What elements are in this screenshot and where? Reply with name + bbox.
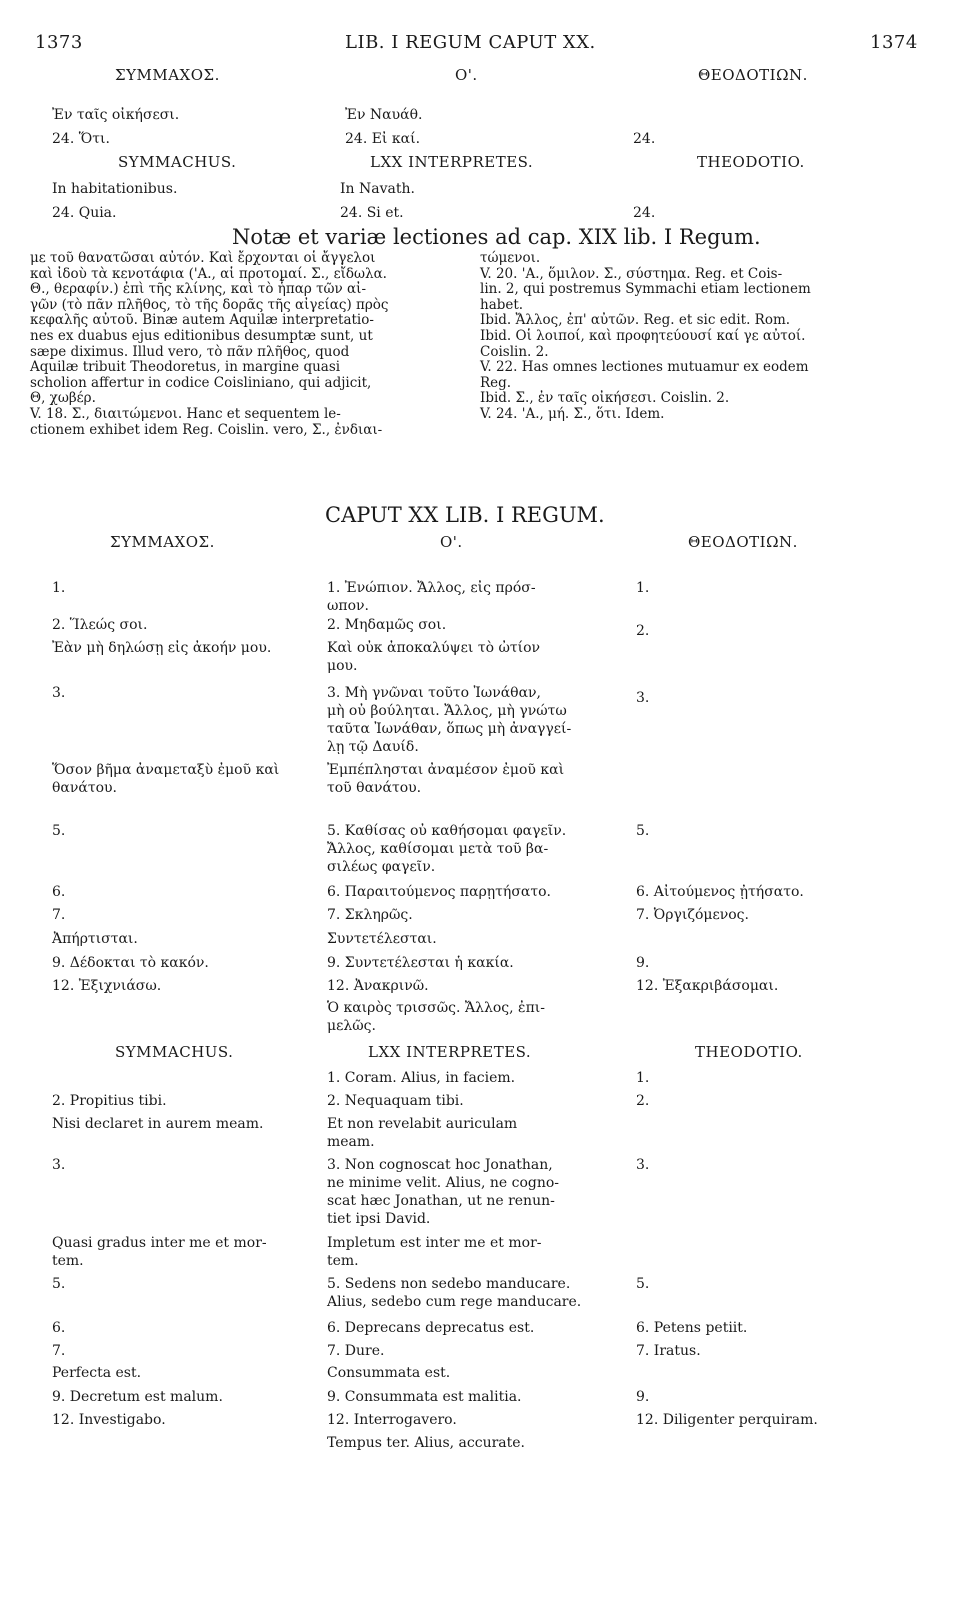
notes-right-line: V. 22. Has omnes lectiones mutuamur ex eodem — [480, 359, 809, 376]
chapter-sym-line: Nisi declaret in aurem meam. — [52, 1116, 264, 1132]
notes-right-line: habet. — [480, 296, 524, 313]
chapter-lxx-line: Ἐμπέπλησται ἀναμέσον ἐμοῦ καὶ — [327, 762, 565, 778]
chapter-lxx-line: Συντετέλεσται. — [327, 931, 437, 947]
chapter-lxx-line: 6. Deprecans deprecatus est. — [327, 1320, 535, 1336]
chapter-lxx-line: Tempus ter. Alius, accurate. — [327, 1435, 526, 1451]
chapter-lxx-line: ωπον. — [327, 598, 370, 614]
chapter-lxx-line: μου. — [327, 658, 358, 674]
chapter-lxx-line: 9. Συντετέλεσται ἡ κακία. — [327, 955, 514, 971]
chapter-lxx-line: Consummata est. — [327, 1365, 451, 1381]
chapter-sym-line: Ὅσον βῆμα ἀναμεταξὺ ἐμοῦ καὶ — [52, 762, 280, 778]
chapter-head-theodotion-latin: THEODOTIO. — [695, 1043, 803, 1061]
notes-left-line: ctionem exhibet idem Reg. Coislin. vero, Σ., ἐνδιαι- — [30, 421, 383, 438]
notes-right-line: lin. 2, qui postremus Symmachi etiam lectionem — [480, 281, 811, 298]
chapter-lxx-line: ταῦτα Ἰωνάθαν, ὅπως μὴ ἀναγγεί- — [327, 721, 572, 737]
chapter-sym-line: 7. — [52, 907, 66, 923]
chapter-title: CAPUT XX LIB. I REGUM. — [325, 503, 605, 527]
chapter-the-line: 1. — [636, 580, 650, 596]
chapter-lxx-line: μελῶς. — [327, 1018, 376, 1034]
top-latin-row-2-sym: 24. Quia. — [52, 205, 117, 221]
chapter-sym-line: 2. Propitius tibi. — [52, 1093, 167, 1109]
column-head-symmachus-latin: SYMMACHUS. — [118, 153, 237, 171]
chapter-sym-line: 6. — [52, 884, 66, 900]
notes-left-column — [30, 251, 475, 438]
chapter-sym-line: Ἀπήρτισται. — [52, 931, 138, 947]
column-head-theodotion-greek: ΘΕΟΔΟΤΙΩΝ. — [698, 66, 808, 84]
chapter-sym-line: 9. Δέδοκται τὸ κακόν. — [52, 955, 209, 971]
top-greek-row-2-lxx: 24. Εἰ καί. — [345, 131, 421, 147]
chapter-lxx-line: 12. Interrogavero. — [327, 1412, 457, 1428]
chapter-the-line: 5. — [636, 1276, 650, 1292]
chapter-sym-line: 6. — [52, 1320, 66, 1336]
chapter-sym-line: 3. — [52, 685, 66, 701]
chapter-lxx-line: 7. Σκληρῶς. — [327, 907, 413, 923]
notes-right-line: Ibid. Ἄλλος, ἐπ' αὐτῶν. Reg. et sic edit. Rom. — [480, 312, 791, 329]
chapter-the-line: 2. — [636, 1093, 650, 1109]
chapter-sym-line: 12. Ἐξιχνιάσω. — [52, 978, 162, 994]
chapter-the-line: 7. Iratus. — [636, 1343, 701, 1359]
top-greek-row-2-sym: 24. Ὅτι. — [52, 131, 110, 147]
notes-right-line: Coislin. 2. — [480, 343, 549, 360]
notes-right-line: Reg. — [480, 374, 512, 391]
notes-left-line: με τοῦ θανατῶσαι αὐτόν. Καὶ ἔρχονται οἱ ἄγγελοι — [30, 250, 376, 266]
chapter-lxx-line: 6. Παραιτούμενος παρῃτήσατο. — [327, 884, 551, 900]
chapter-the-line: 12. Ἐξακριβάσομαι. — [636, 978, 779, 994]
notes-right-column — [480, 251, 930, 423]
top-greek-row-1-sym: Ἐν ταῖς οἰκήσεσι. — [52, 107, 180, 123]
top-latin-row-2-lxx: 24. Si et. — [340, 205, 404, 221]
chapter-the-line: 2. — [636, 623, 650, 639]
page-number-left: 1373 — [35, 32, 83, 53]
chapter-the-line: 7. Ὀργιζόμενος. — [636, 907, 749, 923]
notes-left-line: κεφαλῆς αὐτοῦ. Binæ autem Aquilæ interpretatio- — [30, 312, 374, 329]
notes-right-line: V. 20. 'Α., ὅμιλον. Σ., σύστημα. Reg. et Cois- — [480, 265, 783, 282]
notes-left-line: Aquilæ tribuit Theodoretus, in margine quasi — [30, 359, 341, 376]
chapter-sym-line: 12. Investigabo. — [52, 1412, 166, 1428]
chapter-the-line: 1. — [636, 1070, 650, 1086]
chapter-sym-line: 5. — [52, 823, 66, 839]
chapter-lxx-line: σιλέως φαγεῖν. — [327, 859, 436, 875]
chapter-lxx-line: μὴ οὐ βούληται. Ἄλλος, μὴ γνώτω — [327, 703, 567, 719]
chapter-sym-line: 1. — [52, 580, 66, 596]
chapter-lxx-line: Alius, sedebo cum rege manducare. — [327, 1294, 582, 1310]
chapter-lxx-line: 3. Non cognoscat hoc Jonathan, — [327, 1157, 553, 1173]
chapter-sym-line: Perfecta est. — [52, 1365, 142, 1381]
column-head-symmachus-greek: ΣΥΜΜΑΧΟΣ. — [115, 66, 220, 84]
chapter-lxx-line: λῃ τῷ Δαυίδ. — [327, 739, 419, 755]
chapter-head-lxx-greek: Ο'. — [440, 533, 463, 551]
chapter-the-line: 3. — [636, 1157, 650, 1173]
chapter-lxx-line: 9. Consummata est malitia. — [327, 1389, 522, 1405]
chapter-sym-line: Ἐὰν μὴ δηλώσῃ εἰς ἀκοήν μου. — [52, 640, 272, 656]
notes-right-line: Ibid. Οἱ λοιποί, καὶ προφητεύουσί καί γε αὐτοί. — [480, 327, 806, 344]
chapter-the-line: 12. Diligenter perquiram. — [636, 1412, 818, 1428]
chapter-head-theodotion-greek: ΘΕΟΔΟΤΙΩΝ. — [688, 533, 798, 551]
chapter-head-symmachus-greek: ΣΥΜΜΑΧΟΣ. — [110, 533, 215, 551]
notes-left-line: sæpe diximus. Illud vero, τὸ πᾶν πλῆθος, quod — [30, 343, 350, 360]
chapter-sym-line: tem. — [52, 1253, 84, 1269]
chapter-sym-line: 2. Ἵλεώς σοι. — [52, 617, 148, 633]
chapter-the-line: 6. Αἰτούμενος ᾐτήσατο. — [636, 884, 804, 900]
notes-right-line: τώμενοι. — [480, 250, 541, 266]
chapter-head-symmachus-latin: SYMMACHUS. — [115, 1043, 234, 1061]
notes-left-line: scholion affertur in codice Coisliniano, qui adjicit, — [30, 374, 372, 391]
chapter-lxx-line: Impletum est inter me et mor- — [327, 1235, 542, 1251]
chapter-lxx-line: 1. Coram. Alius, in faciem. — [327, 1070, 516, 1086]
chapter-sym-line: 5. — [52, 1276, 66, 1292]
notes-right-line: Ibid. Σ., ἐν ταῖς οἰκήσεσι. Coislin. 2. — [480, 390, 730, 407]
top-greek-row-2-the: 24. — [633, 131, 656, 147]
chapter-head-lxx-latin: LXX INTERPRETES. — [368, 1043, 532, 1061]
chapter-lxx-line: 7. Dure. — [327, 1343, 385, 1359]
chapter-sym-line: Quasi gradus inter me et mor- — [52, 1235, 267, 1251]
notes-left-line: Θ, χωβέρ. — [30, 390, 96, 407]
chapter-the-line: 6. Petens petiit. — [636, 1320, 748, 1336]
chapter-sym-line: θανάτου. — [52, 780, 117, 796]
chapter-lxx-line: scat hæc Jonathan, ut ne renun- — [327, 1193, 555, 1209]
notes-left-line: V. 18. Σ., διαιτώμενοι. Hanc et sequentem le- — [30, 405, 341, 422]
chapter-lxx-line: τοῦ θανάτου. — [327, 780, 422, 796]
chapter-lxx-line: Ἄλλος, καθίσομαι μετὰ τοῦ βα- — [327, 841, 549, 857]
chapter-the-line: 9. — [636, 955, 650, 971]
chapter-lxx-line: tem. — [327, 1253, 359, 1269]
notes-left-line: nes ex duabus ejus editionibus desumptæ sunt, ut — [30, 327, 373, 344]
column-head-lxx-latin: LXX INTERPRETES. — [370, 153, 534, 171]
notes-right-line: V. 24. 'Α., μή. Σ., ὅτι. Idem. — [480, 405, 665, 422]
notes-title: Notæ et variæ lectiones ad cap. XIX lib. I Regum. — [232, 225, 761, 249]
chapter-lxx-line: Et non revelabit auriculam — [327, 1116, 518, 1132]
chapter-lxx-line: 1. Ἐνώπιον. Ἄλλος, εἰς πρόσ- — [327, 580, 536, 596]
top-latin-row-2-the: 24. — [633, 205, 656, 221]
chapter-lxx-line: 5. Καθίσας οὐ καθήσομαι φαγεῖν. — [327, 823, 567, 839]
top-latin-row-1-sym: In habitationibus. — [52, 181, 178, 197]
chapter-sym-line: 9. Decretum est malum. — [52, 1389, 223, 1405]
chapter-the-line: 3. — [636, 690, 650, 706]
top-latin-row-1-lxx: In Navath. — [340, 181, 415, 197]
chapter-sym-line: 7. — [52, 1343, 66, 1359]
column-head-theodotion-latin: THEODOTIO. — [697, 153, 805, 171]
notes-left-line: καὶ ἰδοὺ τὰ κενοτάφια ('Α., αἱ προτομαί. Σ., εἴδωλα. — [30, 265, 387, 282]
chapter-lxx-line: Ὁ καιρὸς τρισσῶς. Ἄλλος, ἐπι- — [327, 1000, 545, 1016]
column-head-lxx-greek: Ο'. — [455, 66, 478, 84]
chapter-lxx-line: tiet ipsi David. — [327, 1211, 431, 1227]
chapter-lxx-line: 3. Μὴ γνῶναι τοῦτο Ἰωνάθαν, — [327, 685, 542, 701]
chapter-lxx-line: 2. Μηδαμῶς σοι. — [327, 617, 447, 633]
chapter-lxx-line: 5. Sedens non sedebo manducare. — [327, 1276, 571, 1292]
top-greek-row-1-lxx: Ἐν Ναυάθ. — [345, 107, 423, 123]
chapter-lxx-line: Καὶ οὐκ ἀποκαλύψει τὸ ὠτίον — [327, 640, 541, 656]
running-title: LIB. I REGUM CAPUT XX. — [345, 32, 596, 53]
notes-left-line: Θ., θεραφίν.) ἐπὶ τῆς κλίνης, καὶ τὸ ἧπαρ τῶν αἰ- — [30, 281, 367, 298]
chapter-the-line: 5. — [636, 823, 650, 839]
chapter-lxx-line: 2. Nequaquam tibi. — [327, 1093, 464, 1109]
chapter-lxx-line: ne minime velit. Alius, ne cogno- — [327, 1175, 560, 1191]
page-number-right: 1374 — [870, 32, 918, 53]
notes-left-line: γῶν (τὸ πᾶν πλῆθος, τὸ τῆς δορᾶς τῆς αἰγείας) πρὸς — [30, 296, 389, 313]
chapter-the-line: 9. — [636, 1389, 650, 1405]
chapter-lxx-line: meam. — [327, 1134, 375, 1150]
chapter-lxx-line: 12. Ἀνακρινῶ. — [327, 978, 429, 994]
chapter-sym-line: 3. — [52, 1157, 66, 1173]
